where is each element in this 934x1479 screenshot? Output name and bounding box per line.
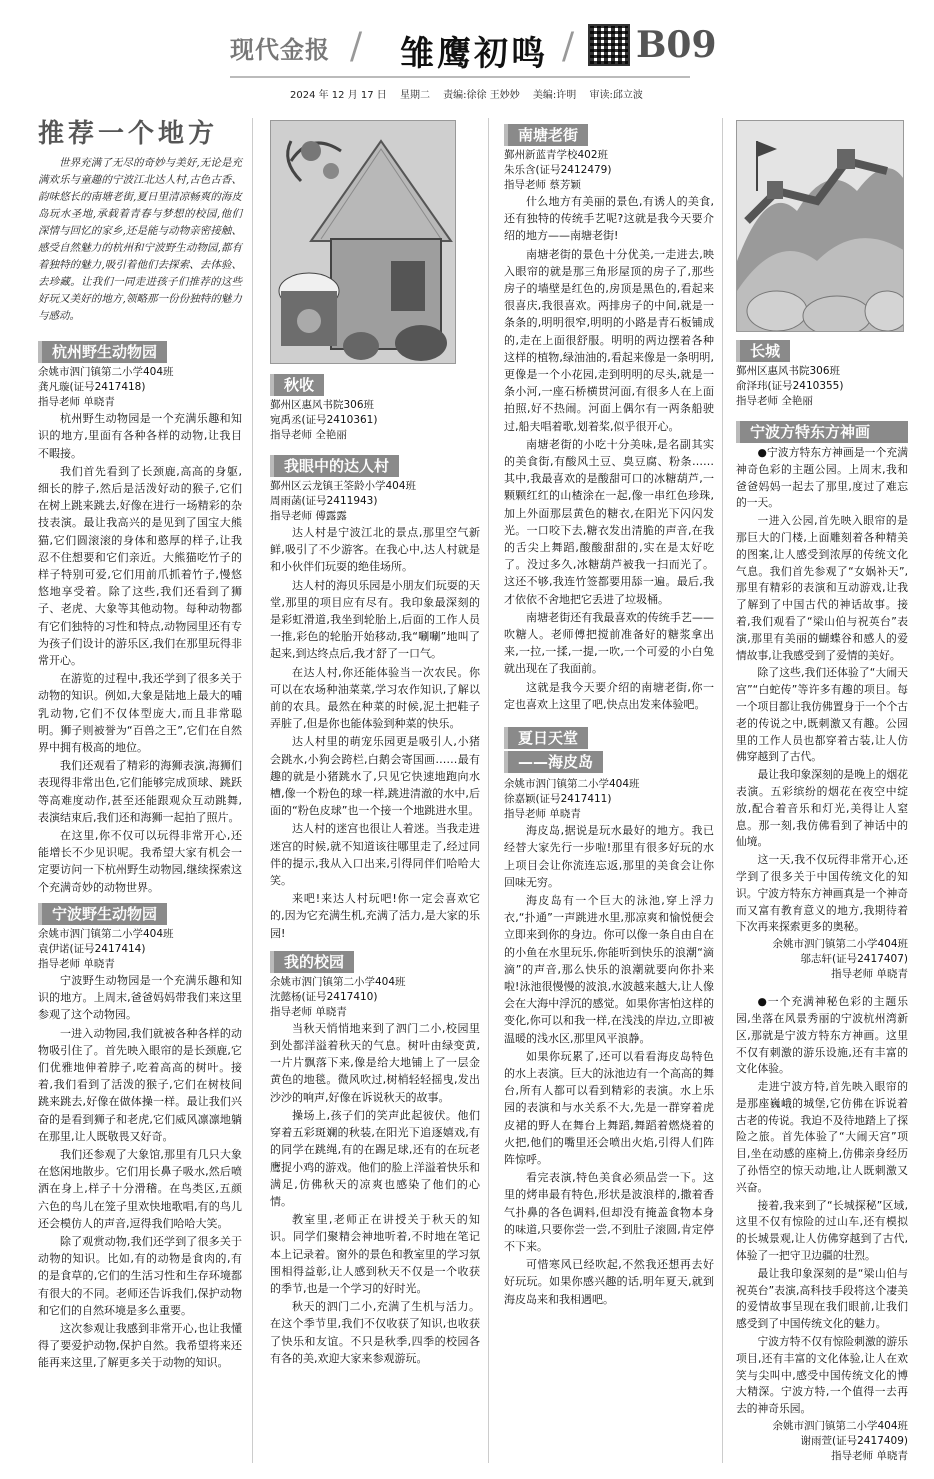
byline-teacher: 指导老师 全艳丽 bbox=[736, 395, 813, 407]
paragraph: 南塘老街还有我最喜欢的传统手艺——吹糖人。老师傅把搅前准备好的糖浆拿出来,一拉,一揉,一提,一吹,一个可爱的小白兔就出现在了我面前。 bbox=[504, 610, 714, 676]
byline-author: 沈懿杨(证号2417410) bbox=[270, 990, 378, 1003]
article-title-autumn: 秋收 bbox=[270, 374, 324, 396]
paragraph: 当秋天悄悄地来到了泗门二小,校园里到处都洋溢着秋天的气息。树叶由绿变黄,一片片飘落下来,像是给大地铺上了一层金黄色的地毯。微风吹过,树梢轻轻摇曳,发出沙沙的响声,好像在诉说秋天的故事。 bbox=[270, 1021, 480, 1104]
article-body-fantawild-1 bbox=[736, 445, 908, 936]
article-body-campus bbox=[270, 1020, 480, 1367]
signature-author: 谢雨萱(证号2417409) bbox=[800, 1435, 908, 1448]
paragraph: 最让我印象深刻的是晚上的烟花表演。五彩缤纷的烟花在夜空中绽放,配合着音乐和灯光,美得让人窒息。那一刻,我仿佛看到了神话中的仙境。 bbox=[736, 768, 909, 849]
byline-teacher: 指导老师 全艳丽 bbox=[270, 429, 347, 441]
signature-fantawild-1 bbox=[736, 937, 908, 982]
paragraph: 秋天的泗门二小,充满了生机与活力。在这个季节里,我们不仅收获了知识,也收获了快乐和友谊。不只是秋季,四季的校园各有各的美,欢迎大家来参观游玩。 bbox=[270, 1300, 480, 1365]
paragraph: 南塘老街的景色十分优美,一走进去,映入眼帘的就是那三角形屋顶的房子了,那些房子的墙壁是红色的,房顶是黑色的,看起来很喜庆,我很喜欢。两排房子的中间,就是一条条的,明明很窄,明明的小路是青石板铺成的,走在上面很舒服。明明的两边摆着各种这样的植物,绿油油的,看起来像是一条明明,更像是一个小花园,走到明明的尽头,就是一条小河,一座石桥横贯河面,有很多人在上面拍照,好不热闹。河面上偶尔有一两条船驶过,船夫唱着歌,划着桨,似乎很开心。 bbox=[504, 247, 714, 433]
paragraph: 达人村里的萌宠乐园更是吸引人,小猪会跳水,小狗会跨栏,白鹅会寄国画……最有趣的就是小猪跳水了,只见它快速地跑向水槽,像一个粉色的球一样,跳进清澈的水中,后面的“粉色皮球”也一个接一个地跳进水里。 bbox=[270, 735, 480, 818]
paragraph: 这次参观让我感到非常开心,也让我懂得了要爱护动物,保护自然。我希望将来还能再来这里,了解更多关于动物的知识。 bbox=[38, 1321, 242, 1370]
byline-author: 袁伊诺(证号2417414) bbox=[38, 942, 146, 955]
signature-fantawild-2 bbox=[736, 1419, 908, 1464]
signature-teacher: 指导老师 单晓青 bbox=[831, 968, 908, 981]
paragraph: 海皮岛有一个巨大的泳池,穿上浮力衣,“扑通”一声跳进水里,那凉爽和愉悦便会立即来到你的身边。你可以像一条自由自在的小鱼在水里玩乐,你能听到快乐的浪潮“滴滴”的声音,那么快乐的浪潮就要向你扑来啦!泳池很慢慢的波浪,水波越来越大,让人像会在大海中浮沉的感觉。如果你害怕这样的变化,你可以和我一样,在浅浅的岸边,立即被温暖的浅水区,那里风平浪静。 bbox=[504, 893, 714, 1045]
paragraph: 除了观赏动物,我们还学到了很多关于动物的知识。比如,有的动物是食肉的,有的是食草的,它们的生活习性和生存环境都有很大的不同。老师还告诉我们,保护动物和它们的自然环境是多么重要。 bbox=[38, 1234, 242, 1317]
paragraph: 最让我印象深刻的是“梁山伯与祝英台”表演,高科技手段将这个凄美的爱情故事呈现在我们眼前,让我们感受到了中国传统文化的魅力。 bbox=[736, 1266, 908, 1331]
great-wall-illustration bbox=[737, 121, 904, 332]
byline-school: 鄞州区惠风书院306班 bbox=[270, 399, 375, 411]
article-title-nantang: 南塘老街 bbox=[504, 124, 588, 146]
article-title-campus: 我的校园 bbox=[270, 951, 354, 973]
article-body-hangzhou bbox=[38, 410, 242, 896]
page-title: 推荐一个地方 bbox=[38, 119, 219, 149]
paragraph: 这一天,我不仅玩得非常开心,还学到了很多关于中国传统文化的知识。宁波方特东方神画真是一个神奇而又富有教育意义的地方,我期待着下次再来探索更多的奥秘。 bbox=[736, 853, 909, 934]
proofreader-credit: 审读:邱立波 bbox=[589, 90, 643, 101]
byline-school: 余姚市泗门镇第二小学404班 bbox=[38, 927, 174, 940]
issue-date: 2024 年 12 月 17 日 bbox=[290, 90, 387, 101]
issue-meta bbox=[290, 86, 653, 101]
article-title-great-wall: 长城 bbox=[736, 340, 790, 362]
masthead-divider: / bbox=[350, 26, 363, 67]
byline-nantang bbox=[504, 148, 714, 193]
column-1 bbox=[38, 120, 242, 1373]
paragraph: 一进入动物园,我们就被各种各样的动物吸引住了。首先映入眼帘的是长颈鹿,它们优雅地伸着脖子,吃着高高的树叶。接着,我们看到了活泼的猴子,它们在树枝间跳来跳去,好像在做体操一样。最让我们兴奋的是看到狮子和老虎,它们威风凛凛地躺在那里,让人既敬畏又好奇。 bbox=[38, 1026, 242, 1143]
article-body-nantang bbox=[504, 193, 714, 713]
byline-author: 徐嘉颖(证号2417411) bbox=[504, 793, 612, 806]
masthead-divider: / bbox=[562, 26, 575, 67]
byline-school: 鄞州区惠风书院306班 bbox=[736, 365, 841, 377]
paragraph: 宁波方特不仅有惊险刺激的游乐项目,还有丰富的文化体验,让人在欢笑与尖叫中,感受中国传统文化的博大精深。宁波方特,一个值得一去再去的神奇乐园。 bbox=[736, 1335, 909, 1416]
paragraph: ●一个充满神秘色彩的主题乐园,坐落在风景秀丽的宁波杭州湾新区,那就是宁波方特东方神画。这里不仅有刺激的游乐设施,还有丰富的文化体验。 bbox=[736, 995, 908, 1076]
byline-teacher: 指导老师 单晓青 bbox=[38, 396, 115, 409]
paragraph: 达人村是宁波江北的景点,那里空气新鲜,吸引了不少游客。在我心中,达人村就是和小伙伴们玩耍的绝佳场所。 bbox=[270, 526, 480, 574]
article-body-haipi bbox=[504, 822, 714, 1308]
page-number: B09 bbox=[636, 24, 717, 66]
paragraph: 杭州野生动物园是一个充满乐趣和知识的地方,里面有各种各样的动物,让我目不暇接。 bbox=[38, 412, 242, 460]
paragraph: 可惜寒风已经吹起,不然我还想再去好好玩玩。如果你感兴趣的话,明年夏天,就到海皮岛来和我相遇吧。 bbox=[504, 1258, 714, 1306]
signature-teacher: 指导老师 单晓青 bbox=[831, 1450, 908, 1463]
signature-school: 余姚市泗门镇第二小学404班 bbox=[772, 1420, 908, 1433]
issue-weekday: 星期二 bbox=[399, 90, 430, 101]
paragraph: 这就是我今天要介绍的南塘老街,你一定也喜欢上这里了吧,快点出发来体验吧。 bbox=[504, 680, 714, 711]
byline-daren bbox=[270, 479, 480, 524]
column-divider bbox=[252, 118, 253, 1463]
qr-code-icon bbox=[588, 24, 630, 66]
designer-credit: 美编:许明 bbox=[532, 90, 577, 101]
paragraph: 我们还观看了精彩的海狮表演,海狮们表现得非常出色,它们能够完成顶球、跳跃等高难度动作,甚至还能跟观众互动跳舞,表演结束后,我们还和海狮一起拍了照片。 bbox=[38, 759, 242, 824]
byline-school: 余姚市泗门镇第二小学404班 bbox=[38, 366, 174, 379]
paragraph: 如果你玩累了,还可以看看海皮岛特色的水上表演。巨大的泳池边有一个高高的舞台,所有人都可以看到精彩的表演。水上乐园的表演和与水关系不大,先是一群穿着虎皮裙的野人在舞台上舞蹈,舞蹈着燃烧着的火把,他们的嘴里还会喷出火焰,引得人们阵阵惊呼。 bbox=[504, 1049, 714, 1166]
byline-campus bbox=[270, 975, 480, 1020]
intro-text: 世界充满了无尽的奇妙与美好,无论是充满欢乐与童趣的宁波江北达人村,古色古香、韵味悠长的南塘老街,夏日里清凉畅爽的海皮岛玩水圣地,承载着青春与梦想的校园,他们深情与回忆的家乡,还是能与动物亲密接触、感受自然魅力的杭州和宁波野生动物园,都有着独特的魅力,吸引着他们去探索、去体验、去珍藏。让我们一同走进孩子们推荐的这些好玩又美好的地方,领略那一份份独特的魅力与感动。 bbox=[38, 157, 242, 323]
paragraph: 我们还参观了大象馆,那里有几只大象在悠闲地散步。它们用长鼻子吸水,然后喷洒在身上,样子十分滑稽。在鸟类区,五颜六色的鸟儿在笼子里欢快地歌唱,有的鸟儿还会模仿人的声音,逗得我们哈哈大笑。 bbox=[38, 1147, 242, 1230]
byline-teacher: 指导老师 蔡芳颖 bbox=[504, 179, 581, 191]
byline-author: 宛禹丞(证号2410361) bbox=[270, 414, 378, 426]
article-title-ningbo-zoo: 宁波野生动物园 bbox=[38, 903, 167, 925]
paragraph: 宁波野生动物园是一个充满乐趣和知识的地方。上周末,爸爸妈妈带我们来这里参观了这个动物园。 bbox=[38, 973, 242, 1022]
byline-ningbo-zoo bbox=[38, 927, 242, 972]
paragraph: 教室里,老师正在讲授关于秋天的知识。同学们聚精会神地听着,不时地在笔记本上记录着。窗外的景色和教室里的学习氛围相得益彰,让人感到秋天不仅是一个收获的季节,也是一个学习的好时光。 bbox=[270, 1213, 480, 1295]
byline-hangzhou bbox=[38, 365, 242, 410]
drawing-autumn-harvest bbox=[270, 120, 456, 364]
paragraph: 什么地方有美丽的景色,有诱人的美食,还有独特的传统手艺呢?这就是我今天要介绍的地方——南塘老街! bbox=[504, 195, 714, 243]
paragraph: ●宁波方特东方神画是一个充满神奇色彩的主题公园。上周末,我和爸爸妈妈一起去了那里,度过了难忘的一天。 bbox=[736, 446, 908, 510]
byline-teacher: 指导老师 傅露露 bbox=[270, 510, 347, 522]
article-body-daren bbox=[270, 524, 480, 942]
byline-school: 鄞州新蓝青学校402班 bbox=[504, 149, 609, 161]
article-title-haipi-line1: 夏日天堂 bbox=[504, 727, 588, 749]
column-divider bbox=[722, 118, 723, 1463]
paragraph: 走进宁波方特,首先映入眼帘的是那座巍峨的城堡,它仿佛在诉说着古老的传说。我迫不及待地踏上了探险之旅。首先体验了“大闹天宫”项目,坐在动感的座椅上,仿佛亲身经历了孙悟空的惊天动地,让人既刺激又兴奋。 bbox=[736, 1080, 909, 1194]
article-body-ningbo-zoo bbox=[38, 972, 242, 1372]
byline-autumn bbox=[270, 398, 480, 443]
byline-author: 周雨菡(证号2411943) bbox=[270, 495, 378, 507]
byline-teacher: 指导老师 单晓青 bbox=[504, 808, 581, 821]
paragraph: 达人村的迷宫也很让人着迷。当我走进迷宫的时候,就不知道该往哪里走了,经过同伴的提示,我从入口出来,引得同伴们哈哈大笑。 bbox=[270, 822, 480, 888]
byline-school: 鄞州区云龙镇王筌龄小学404班 bbox=[270, 480, 417, 492]
paragraph: 看完表演,特色美食必须品尝一下。这里的烤串最有特色,形状是波浪样的,撒着香气扑鼻的各色调料,但却没有掩盖食物本身的味道,只要你尝一尝,不到肚子滚圆,肯定停不下来。 bbox=[504, 1171, 714, 1253]
paragraph: 来吧!来达人村玩吧!你一定会喜欢它的,因为它充满生机,充满了活力,是大家的乐园! bbox=[270, 892, 480, 940]
byline-haipi bbox=[504, 777, 714, 822]
paragraph: 在游览的过程中,我还学到了很多关于动物的知识。例如,大象是陆地上最大的哺乳动物,它们不仅体型庞大,而且非常聪明。狮子则被誉为“百兽之王”,它们在自然界中拥有极高的地位。 bbox=[38, 672, 242, 755]
paragraph: 除了这些,我们还体验了“大闹天宫”“白蛇传”等许多有趣的项目。每一个项目都让我仿佛置身于一个个古老的传说之中,既刺激又有趣。公园里的工作人员也都穿着古装,让人仿佛穿越到了古代。 bbox=[736, 666, 909, 764]
column-divider bbox=[488, 118, 489, 1463]
paragraph: 我们首先看到了长颈鹿,高高的身躯,细长的脖子,然后是活泼好动的猴子,它们在树上跳来跳去,好像在进行一场精彩的杂技表演。最让我高兴的是见到了国宝大熊猫,它们圆滚滚的身体和憨厚的样子,让我忍不住想要和它们亲近。大熊猫吃竹子的样子特别可爱,它们用前爪抓着竹子,慢悠悠地享受着。除了这些,我们还看到了狮子、老虎、大象等其他动物。每种动物都有它们独特的习性和特点,动物园里还有专为孩子们设计的游乐区,我们在那里玩得非常开心。 bbox=[38, 464, 242, 668]
byline-great-wall bbox=[736, 364, 908, 409]
column-3 bbox=[504, 120, 714, 1309]
section-name: 雏鹰初鸣 bbox=[400, 34, 548, 74]
paragraph: 在达人村,你还能体验当一次农民。你可以在农场种油菜菜,学习农作知识,了解以前的农具。最然在种菜的时候,泥土把鞋子弄脏了,但是你也能体验到种菜的快乐。 bbox=[270, 665, 480, 731]
byline-author: 龚凡璇(证号2417418) bbox=[38, 381, 146, 394]
byline-author: 朱乐含(证号2412479) bbox=[504, 164, 612, 176]
signature-school: 余姚市泗门镇第二小学404班 bbox=[772, 938, 908, 951]
byline-school: 余姚市泗门镇第二小学404班 bbox=[504, 778, 640, 791]
drawing-great-wall bbox=[736, 120, 904, 332]
column-4 bbox=[736, 120, 908, 1464]
byline-teacher: 指导老师 单晓青 bbox=[270, 1005, 347, 1018]
newspaper-name: 现代金报 bbox=[230, 35, 330, 64]
paragraph: 操场上,孩子们的笑声此起彼伏。他们穿着五彩斑斓的秋装,在阳光下追逐嬉戏,有的同学在跳绳,有的在踢足球,还有的在玩老鹰捉小鸡的游戏。他们的脸上洋溢着快乐和满足,仿佛秋天的凉爽也感染了他们的心情。 bbox=[270, 1108, 480, 1208]
article-body-fantawild-2 bbox=[736, 994, 908, 1418]
masthead bbox=[0, 0, 934, 110]
article-title-haipi bbox=[504, 727, 714, 777]
article-title-haipi-line2: ——海皮岛 bbox=[504, 751, 603, 773]
harvest-illustration bbox=[271, 121, 456, 364]
editor-credit: 责编:徐徐 王妙妙 bbox=[443, 90, 520, 101]
column-2 bbox=[270, 120, 480, 1368]
paragraph: 一进入公园,首先映入眼帘的是那巨大的门楼,上面雕刻着各种精美的图案,让人感受到浓厚的传统文化气息。我们首先参观了“女娲补天”,那里有精彩的表演和互动游戏,让我了解到了中国古代的神话故事。接着,我们观看了“梁山伯与祝英台”表演,那里有美丽的蝴蝶谷和感人的爱情故事,让我感受到了爱情的美好。 bbox=[736, 514, 908, 662]
paragraph: 接着,我来到了“长城探秘”区域,这里不仅有惊险的过山车,还有模拟的长城景观,让人仿佛穿越到了古代,体验了一把守卫边疆的壮烈。 bbox=[736, 1198, 908, 1263]
paragraph: 海皮岛,据说是玩水最好的地方。我已经替大家先行一步啦!那里有很多好玩的水上项目会让你流连忘返,那里的美食会让你回味无穷。 bbox=[504, 824, 714, 889]
paragraph: 在这里,你不仅可以玩得非常开心,还能增长不少见识呢。我希望大家有机会一定要访问一下杭州野生动物园,继续探索这个充满奇妙的动物世界。 bbox=[38, 829, 242, 894]
article-title-daren: 我眼中的达人村 bbox=[270, 455, 399, 477]
article-title-fantawild: 宁波方特东方神画 bbox=[736, 421, 908, 443]
byline-teacher: 指导老师 单晓青 bbox=[38, 957, 115, 970]
article-title-hangzhou-zoo: 杭州野生动物园 bbox=[38, 341, 167, 363]
byline-school: 余姚市泗门镇第二小学404班 bbox=[270, 975, 406, 988]
paragraph: 达人村的海贝乐园是小朋友们玩耍的天堂,那里的项目应有尽有。我印象最深刻的是彩虹滑道,我坐到轮胎上,后面的工作人员一推,彩色的轮胎开始移动,我“唰唰”地叫了起来,到达终点后,我才舒了一口气。 bbox=[270, 578, 480, 661]
paragraph: 南塘老街的小吃十分美味,是名副其实的美食街,有酸风土豆、臭豆腐、粉条……其中,我最喜欢的是酸甜可口的冰糖葫芦,一颗颗红红的山楂涂在一起,像一串红色珍珠,加上外面那层黄色的糖衣,在阳光下闪闪发光。一口咬下去,糖衣发出清脆的声音,在我的舌尖上舞蹈,酸酸甜甜的,实在是太好吃了。没过多久,冰糖葫芦被我一扫而光了。这还不够,我连竹签都要用舔一遍。最后,我才依依不舍地把它丢进了垃圾桶。 bbox=[504, 437, 714, 606]
masthead-rule bbox=[230, 76, 690, 78]
signature-author: 邬志轩(证号2417407) bbox=[800, 953, 908, 966]
byline-author: 俞泽玮(证号2410355) bbox=[736, 380, 844, 392]
